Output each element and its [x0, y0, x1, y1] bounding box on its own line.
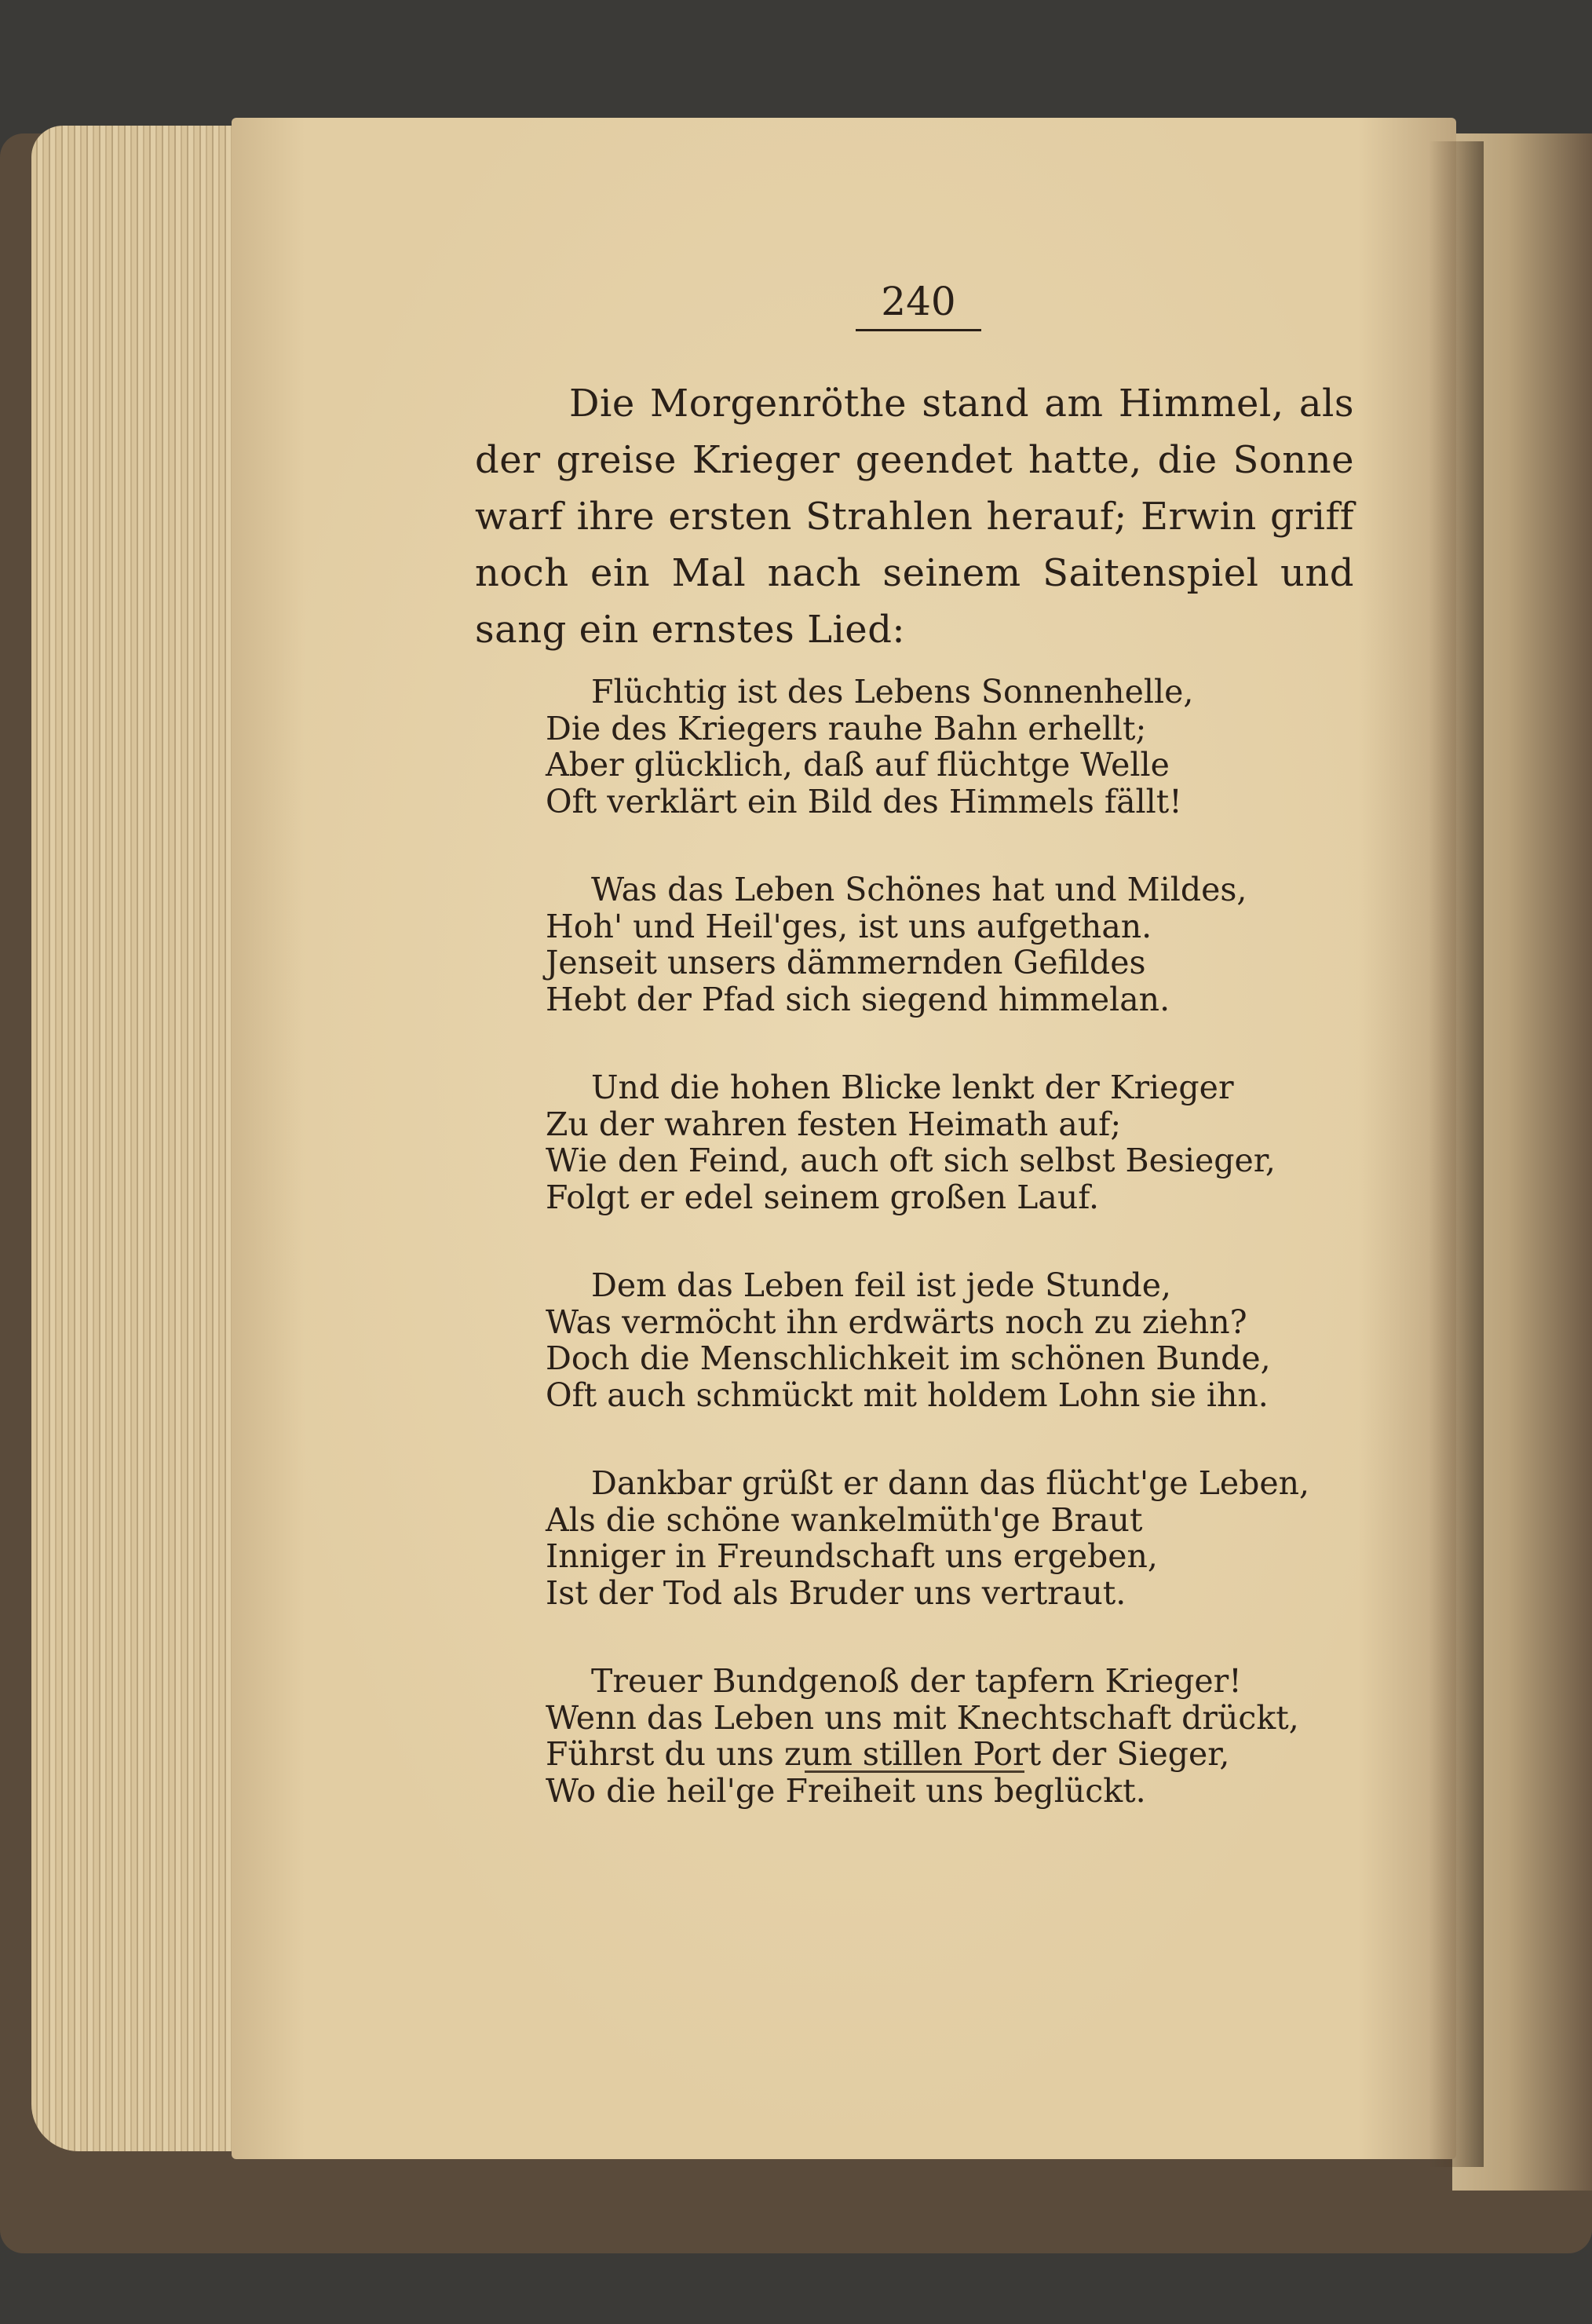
poem-line: Inniger in Freundschaft uns ergeben, — [546, 1537, 1158, 1575]
stanza — [546, 1663, 1378, 1809]
poem-line: Wo die heil'ge Freiheit uns beglückt. — [546, 1771, 1146, 1810]
poem-line: Ist der Tod als Bruder uns vertraut. — [546, 1573, 1126, 1612]
poem-line: Zu der wahren festen Heimath auf; — [546, 1105, 1122, 1143]
poem-line: Hebt der Pfad sich siegend himmelan. — [546, 980, 1170, 1018]
spine-shadow — [1429, 141, 1484, 2167]
stanza — [546, 674, 1378, 820]
poem-line: Führst du uns zum stillen Port der Sieger, — [546, 1735, 1230, 1773]
poem-line: Dem das Leben feil ist jede Stunde, — [591, 1266, 1172, 1304]
poem-line: Die des Kriegers rauhe Bahn erhellt; — [546, 709, 1147, 747]
intro-paragraph — [475, 375, 1354, 658]
poem-line: Treuer Bundgenoß der tapfern Krieger! — [591, 1662, 1242, 1700]
end-rule — [805, 1770, 1024, 1773]
page-number: 240 — [856, 279, 981, 331]
poem-line: Wenn das Leben uns mit Knechtschaft drückt, — [546, 1698, 1299, 1737]
poem-line: Oft auch schmückt mit holdem Lohn sie ihn. — [546, 1376, 1269, 1414]
poem-line: Was vermöcht ihn erdwärts noch zu ziehn? — [546, 1303, 1247, 1341]
poem-line: Oft verklärt ein Bild des Himmels fällt! — [546, 782, 1182, 820]
poem-line: Und die hohen Blicke lenkt der Krieger — [591, 1069, 1234, 1106]
poem-line: Was das Leben Schönes hat und Mildes, — [591, 871, 1247, 908]
intro-text: Die Morgenröthe stand am Himmel, als der greise Krieger geendet hatte, die Sonne warf ihre ersten Strahlen herauf; Erwin griff noch ein Mal nach seinem Saitenspiel und sang ein ernstes Lied: — [475, 382, 1354, 652]
stanza — [546, 1267, 1378, 1413]
stanza — [546, 872, 1378, 1018]
stanza — [546, 1069, 1378, 1215]
poem — [546, 674, 1378, 1861]
poem-line: Dankbar grüßt er dann das flücht'ge Leben, — [591, 1464, 1310, 1502]
poem-line: Wie den Feind, auch oft sich selbst Besieger, — [546, 1142, 1276, 1179]
poem-line: Jenseit unsers dämmernden Gefildes — [546, 944, 1146, 981]
poem-line: Doch die Menschlichkeit im schönen Bunde, — [546, 1339, 1271, 1377]
poem-line: Flüchtig ist des Lebens Sonnenhelle, — [591, 673, 1194, 711]
poem-line: Hoh' und Heil'ges, ist uns aufgethan. — [546, 907, 1152, 945]
poem-line: Aber glücklich, daß auf flüchtge Welle — [546, 746, 1170, 784]
poem-line: Als die schöne wankelmüth'ge Braut — [546, 1500, 1143, 1539]
stanza — [546, 1465, 1378, 1611]
poem-line: Folgt er edel seinem großen Lauf. — [546, 1178, 1100, 1216]
